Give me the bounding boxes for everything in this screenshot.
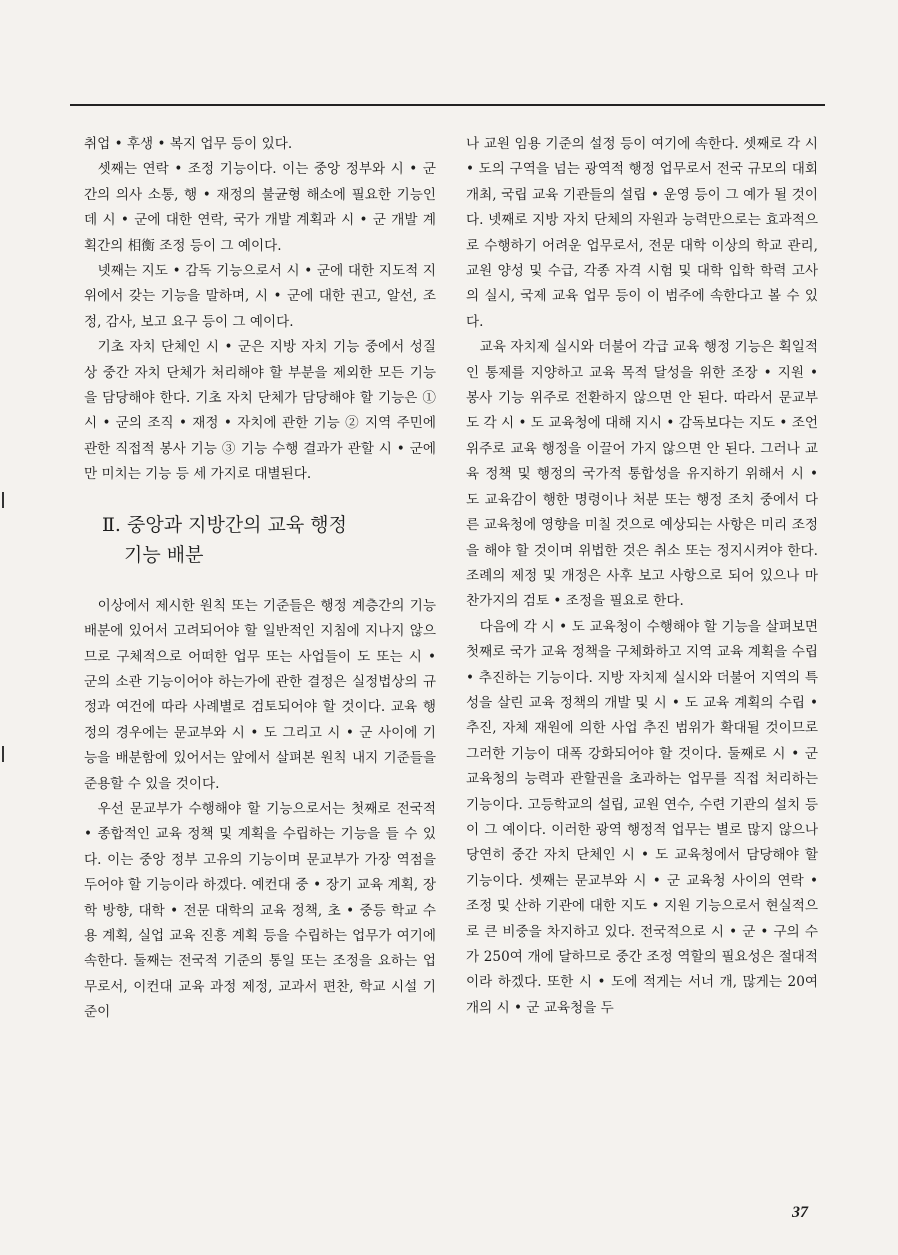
paragraph: 셋째는 연락 • 조정 기능이다. 이는 중앙 정부와 시 • 군간의 의사 소통, 행 • 재정의 불균형 해소에 필요한 기능인데 시 • 군에 대한 연락, 국가 개발 계획과 시 • 군 개발 계획간의 相衡 조정 등이 그 예이다.	[84, 161, 436, 254]
header-rule	[70, 104, 825, 106]
section-heading-line1: Ⅱ. 중앙과 지방간의 교육 행정	[102, 513, 348, 536]
margin-mark	[2, 492, 4, 508]
paragraph: 나 교원 임용 기준의 설정 등이 여기에 속한다. 셋째로 각 시 • 도의 구역을 넘는 광역적 행정 업무로서 전국 규모의 대회 개최, 국립 교육 기관들의 설립 • 운영 등이 그 예가 될 것이다. 넷째로 지방 자치 단체의 자원과 능력만으로는 효과적으로 수행하기 어려운 업무로서, 전문 대학 이상의 학교 관리, 교원 양성 및 수급, 각종 자격 시험 및 대학 입학 학력 고사의 실시, 국제 교육 업무 등이 이 범주에 속한다고 볼 수 있다.	[466, 136, 818, 330]
section-heading	[102, 510, 436, 570]
paragraph: 취업 • 후생 • 복지 업무 등이 있다.	[84, 136, 293, 152]
right-column	[466, 132, 818, 1021]
paragraph: 우선 문교부가 수행해야 할 기능으로서는 첫째로 전국적 • 종합적인 교육 정책 및 계획을 수립하는 기능을 들 수 있다. 이는 중앙 정부 고유의 기능이며 문교부가 가장 역점을 두어야 할 기능이라 하겠다. 예컨대 중 • 장기 교육 계획, 장학 방향, 대학 • 전문 대학의 교육 정책, 초 • 중등 학교 수용 계획, 실업 교육 진흥 계획 등을 수립하는 업무가 여기에 속한다. 둘째는 전국적 기준의 통일 또는 조정을 요하는 업무로서, 이컨대 교육 과정 제정, 교과서 편찬, 학교 시설 기준이	[84, 800, 436, 1021]
paragraph: 기초 자치 단체인 시 • 군은 지방 자치 기능 중에서 성질상 중간 자치 단체가 처리해야 할 부분을 제외한 모든 기능을 담당해야 한다. 기초 자치 단체가 담당해야 할 기능은 ① 시 • 군의 조직 • 재정 • 자치에 관한 기능 ② 지역 주민에 관한 직접적 봉사 기능 ③ 기능 수행 결과가 관할 시 • 군에만 미치는 기능 등 세 가지로 대별된다.	[84, 339, 436, 483]
margin-mark	[2, 746, 4, 762]
left-column	[84, 132, 436, 1026]
paragraph: 교육 자치제 실시와 더불어 각급 교육 행정 기능은 획일적인 통제를 지양하고 교육 목적 달성을 위한 조장 • 지원 • 봉사 기능 위주로 전환하지 않으면 안 된다. 따라서 문교부도 각 시 • 도 교육청에 대해 지시 • 감독보다는 지도 • 조언 위주로 교육 행정을 이끌어 가지 않으면 안 된다. 그러나 교육 정책 및 행정의 국가적 통합성을 유지하기 위해서 시 • 도 교육감이 행한 명령이나 처분 또는 행정 조치 중에서 다른 교육청에 영향을 미칠 것으로 예상되는 사항은 미리 조정을 해야 할 것이며 위법한 것은 취소 또는 정지시켜야 한다. 조례의 제정 및 개정은 사후 보고 사항으로 되어 있으나 마찬가지의 검토 • 조정을 필요로 한다.	[466, 339, 818, 610]
paragraph: 넷째는 지도 • 감독 기능으로서 시 • 군에 대한 지도적 지위에서 갖는 기능을 말하며, 시 • 군에 대한 권고, 알선, 조정, 감사, 보고 요구 등이 그 예이다.	[84, 263, 436, 330]
section-heading-line2: 기능 배분	[124, 543, 204, 566]
paragraph: 이상에서 제시한 원칙 또는 기준들은 행정 계층간의 기능 배분에 있어서 고려되어야 할 일반적인 지침에 지나지 않으므로 구체적으로 어떠한 업무 또는 사업들이 도 또는 시 • 군의 소관 기능이어야 하는가에 관한 결정은 실정법상의 규정과 여건에 따라 사례별로 검토되어야 할 것이다. 교육 행정의 경우에는 문교부와 시 • 도 그리고 시 • 군 사이에 기능을 배분함에 있어서는 앞에서 살펴본 원칙 내지 기준들을 준용할 수 있을 것이다.	[84, 597, 436, 792]
page-number: 37	[792, 1204, 808, 1221]
paragraph: 다음에 각 시 • 도 교육청이 수행해야 할 기능을 살펴보면 첫째로 국가 교육 정책을 구체화하고 지역 교육 계획을 수립 • 추진하는 기능이다. 지방 자치제 실시와 더불어 지역의 특성을 살린 교육 정책의 개발 및 시 • 도 교육 계획의 수립 • 추진, 자체 재원에 의한 사업 추진 범위가 확대될 것이므로 그러한 기능이 대폭 강화되어야 할 것이다. 둘째로 시 • 군 교육청의 능력과 관할권을 초과하는 업무를 직접 처리하는 기능이다. 고등학교의 설립, 교원 연수, 수련 기관의 설치 등이 그 예이다. 이러한 광역 행정적 업무는 별로 많지 않으나 당연히 중간 자치 단체인 시 • 도 교육청에서 담당해야 할 기능이다. 셋째는 문교부와 시 • 군 교육청 사이의 연락 • 조정 및 산하 기관에 대한 지도 • 지원 기능으로서 현실적으로 큰 비중을 차지하고 있다. 전국적으로 시 • 군 • 구의 수가 250여 개에 달하므로 중간 조정 역할의 필요성은 절대적이라 하겠다. 또한 시 • 도에 적게는 서너 개, 많게는 20여 개의 시 • 군 교육청을 두	[466, 618, 818, 1016]
